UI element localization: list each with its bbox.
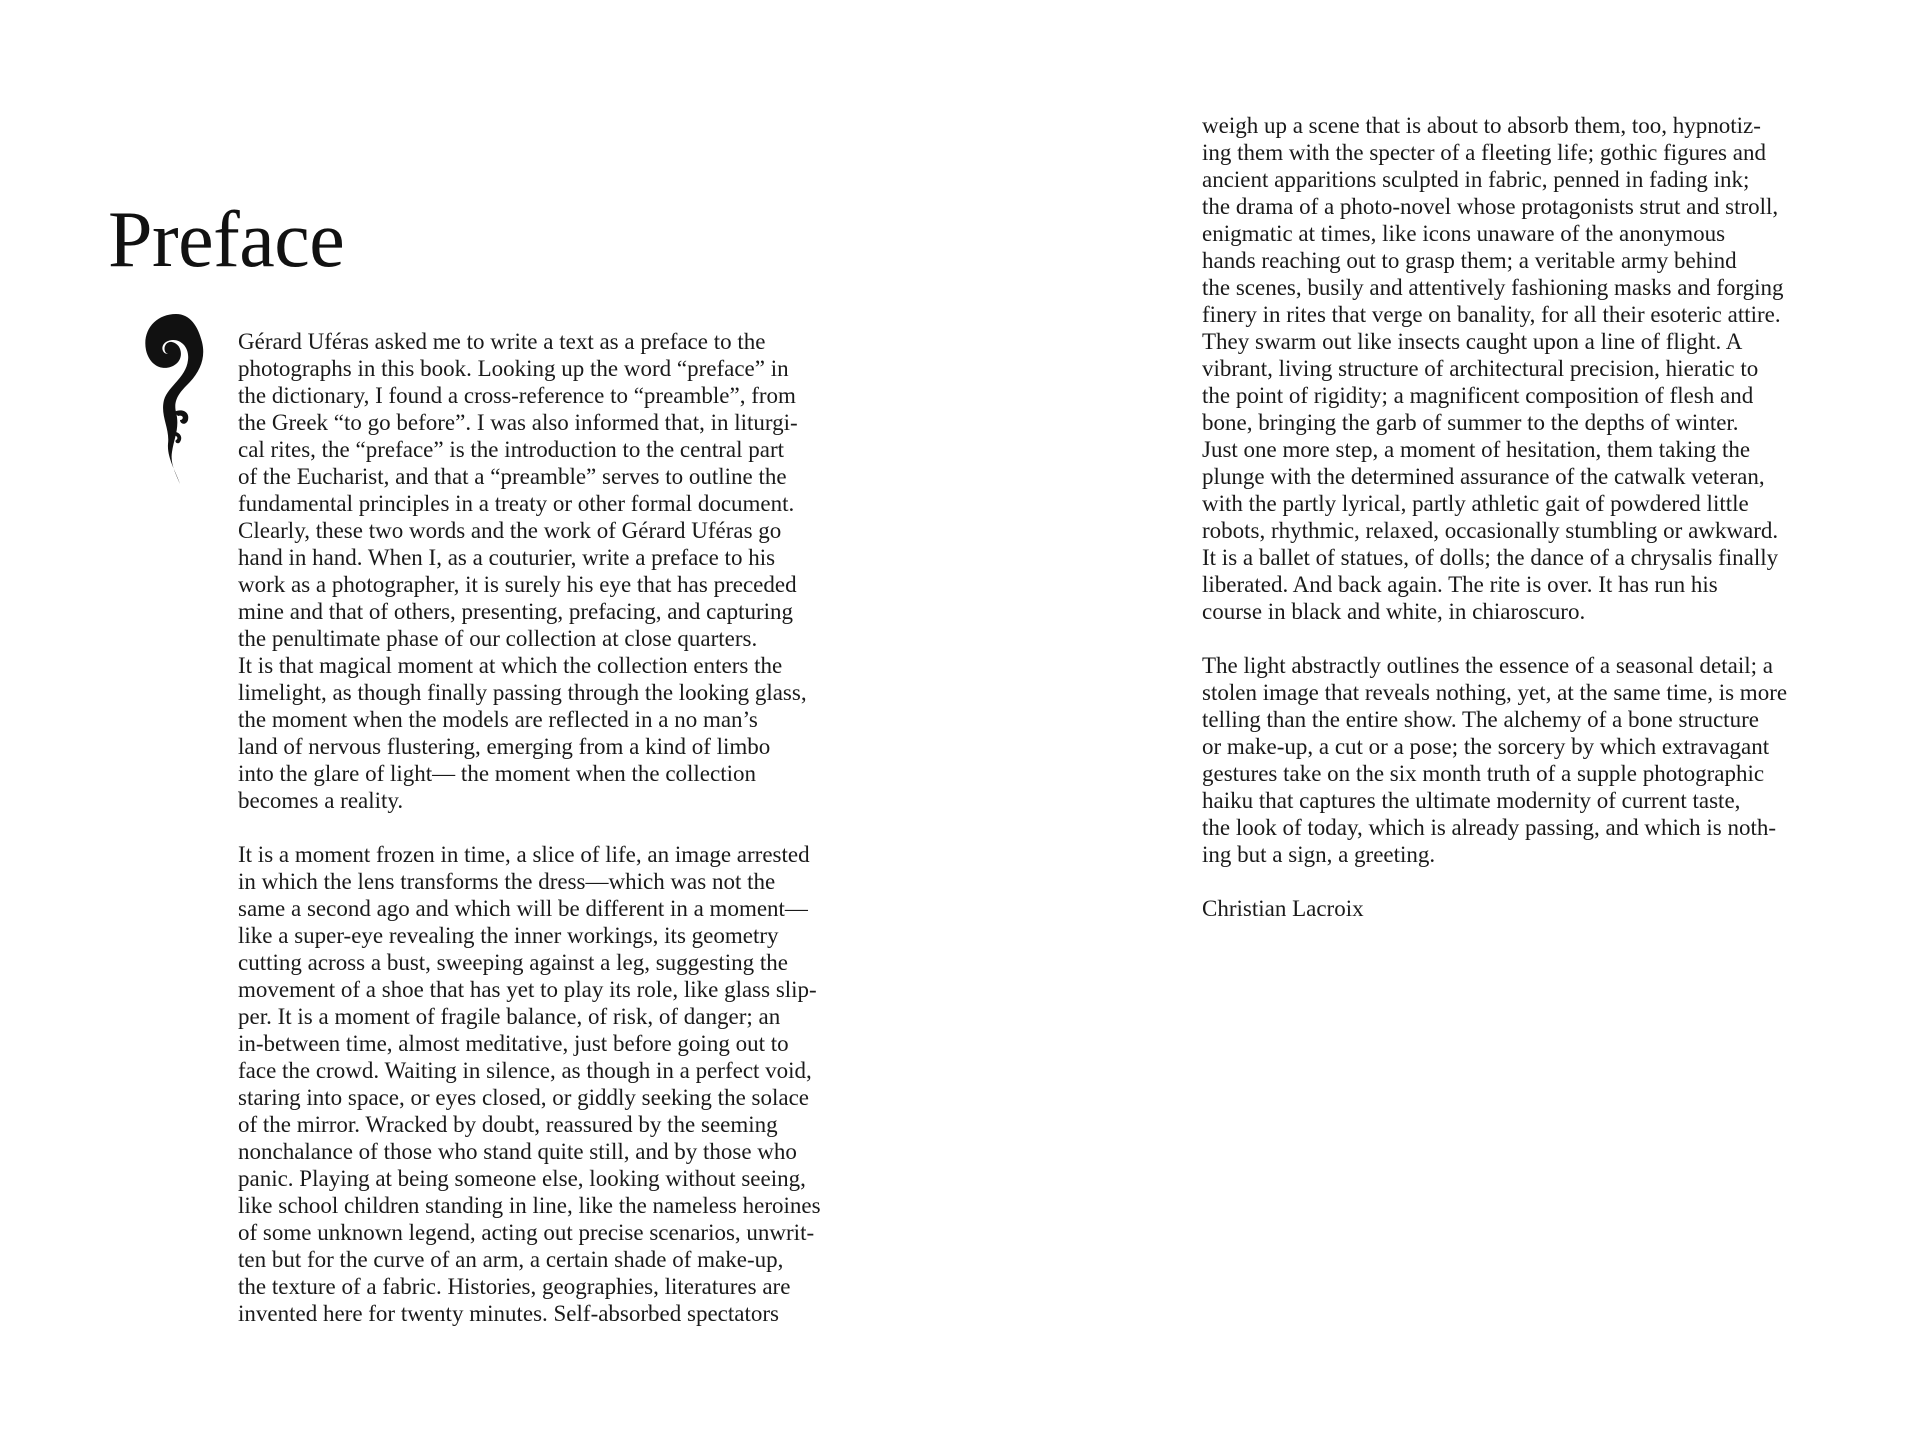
text-line: invented here for twenty minutes. Self-absorbed spectators (238, 1301, 779, 1326)
paragraph (238, 841, 878, 1327)
paragraph-gap (238, 814, 878, 841)
fleuron-ornament-icon (136, 308, 210, 488)
paragraph-gap (1202, 868, 1862, 895)
text-line: the drama of a photo-novel whose protagonists strut and stroll, (1202, 194, 1779, 219)
text-line: panic. Playing at being someone else, looking without seeing, (238, 1166, 806, 1191)
text-line: vibrant, living structure of architectural precision, hieratic to (1202, 356, 1759, 381)
text-line: plunge with the determined assurance of the catwalk veteran, (1202, 464, 1765, 489)
text-line: bone, bringing the garb of summer to the depths of winter. (1202, 410, 1739, 435)
text-line: becomes a reality. (238, 788, 404, 813)
text-line: per. It is a moment of fragile balance, of risk, of danger; an (238, 1004, 781, 1029)
text-line: hand in hand. When I, as a couturier, write a preface to his (238, 545, 776, 570)
text-line: face the crowd. Waiting in silence, as though in a perfect void, (238, 1058, 812, 1083)
text-line: It is that magical moment at which the collection enters the (238, 653, 783, 678)
text-line: the moment when the models are reflected in a no man’s (238, 707, 758, 732)
text-line: movement of a shoe that has yet to play its role, like glass slip- (238, 977, 817, 1002)
paragraph (1202, 652, 1862, 868)
text-line: same a second ago and which will be different in a moment— (238, 896, 808, 921)
text-line: haiku that captures the ultimate modernity of current taste, (1202, 788, 1741, 813)
page-title: Preface (108, 196, 345, 284)
text-line: cutting across a bust, sweeping against a leg, suggesting the (238, 950, 788, 975)
text-line: ten but for the curve of an arm, a certain shade of make-up, (238, 1247, 784, 1272)
text-line: enigmatic at times, like icons unaware of the anonymous (1202, 221, 1726, 246)
text-line: with the partly lyrical, partly athletic gait of powdered little (1202, 491, 1749, 516)
text-line: It is a moment frozen in time, a slice of life, an image arrested (238, 842, 810, 867)
text-line: the Greek “to go before”. I was also informed that, in liturgi- (238, 410, 798, 435)
text-line: ancient apparitions sculpted in fabric, penned in fading ink; (1202, 167, 1750, 192)
text-line: Gérard Uféras asked me to write a text as a preface to the (238, 329, 766, 354)
text-line: fundamental principles in a treaty or other formal document. (238, 491, 795, 516)
text-line: or make-up, a cut or a pose; the sorcery by which extravagant (1202, 734, 1770, 759)
text-line: They swarm out like insects caught upon a line of flight. A (1202, 329, 1743, 354)
text-line: like a super-eye revealing the inner workings, its geometry (238, 923, 779, 948)
paragraph (238, 328, 878, 814)
text-line: Just one more step, a moment of hesitation, them taking the (1202, 437, 1751, 462)
text-line: of the mirror. Wracked by doubt, reassured by the seeming (238, 1112, 778, 1137)
text-line: robots, rhythmic, relaxed, occasionally stumbling or awkward. (1202, 518, 1779, 543)
left-column-text (238, 328, 878, 1327)
text-line: ing them with the specter of a fleeting life; gothic figures and (1202, 140, 1766, 165)
text-line: nonchalance of those who stand quite still, and by those who (238, 1139, 797, 1164)
signature: Christian Lacroix (1202, 896, 1364, 921)
text-line: the point of rigidity; a magnificent composition of flesh and (1202, 383, 1754, 408)
text-line: photographs in this book. Looking up the word “preface” in (238, 356, 789, 381)
text-line: finery in rites that verge on banality, for all their esoteric attire. (1202, 302, 1781, 327)
right-page (960, 0, 1920, 1440)
text-line: weigh up a scene that is about to absorb them, too, hypnotiz- (1202, 113, 1761, 138)
text-line: work as a photographer, it is surely his eye that has preceded (238, 572, 797, 597)
text-line: stolen image that reveals nothing, yet, at the same time, is more (1202, 680, 1788, 705)
right-column-text (1202, 112, 1862, 922)
text-line: It is a ballet of statues, of dolls; the dance of a chrysalis finally (1202, 545, 1779, 570)
text-line: ing but a sign, a greeting. (1202, 842, 1436, 867)
text-line: course in black and white, in chiaroscuro. (1202, 599, 1586, 624)
text-line: the scenes, busily and attentively fashioning masks and forging (1202, 275, 1784, 300)
text-line: The light abstractly outlines the essence of a seasonal detail; a (1202, 653, 1773, 678)
text-line: the dictionary, I found a cross-reference to “preamble”, from (238, 383, 796, 408)
text-line: the texture of a fabric. Histories, geographies, literatures are (238, 1274, 791, 1299)
text-line: into the glare of light— the moment when the collection (238, 761, 757, 786)
text-line: staring into space, or eyes closed, or giddly seeking the solace (238, 1085, 810, 1110)
text-line: Clearly, these two words and the work of Gérard Uféras go (238, 518, 782, 543)
text-line: telling than the entire show. The alchemy of a bone structure (1202, 707, 1759, 732)
paragraph-gap (1202, 625, 1862, 652)
text-line: of some unknown legend, acting out precise scenarios, unwrit- (238, 1220, 815, 1245)
text-line: liberated. And back again. The rite is over. It has run his (1202, 572, 1718, 597)
text-line: gestures take on the six month truth of a supple photographic (1202, 761, 1765, 786)
text-line: in-between time, almost meditative, just before going out to (238, 1031, 789, 1056)
text-line: cal rites, the “preface” is the introduction to the central part (238, 437, 785, 462)
text-line: in which the lens transforms the dress—which was not the (238, 869, 776, 894)
text-line: of the Eucharist, and that a “preamble” serves to outline the (238, 464, 787, 489)
text-line: hands reaching out to grasp them; a veritable army behind (1202, 248, 1737, 273)
text-line: land of nervous flustering, emerging from a kind of limbo (238, 734, 771, 759)
text-line: limelight, as though finally passing through the looking glass, (238, 680, 807, 705)
text-line: like school children standing in line, like the nameless heroines (238, 1193, 821, 1218)
paragraph (1202, 112, 1862, 625)
text-line: mine and that of others, presenting, prefacing, and capturing (238, 599, 794, 624)
text-line: the look of today, which is already passing, and which is noth- (1202, 815, 1777, 840)
text-line: the penultimate phase of our collection at close quarters. (238, 626, 758, 651)
